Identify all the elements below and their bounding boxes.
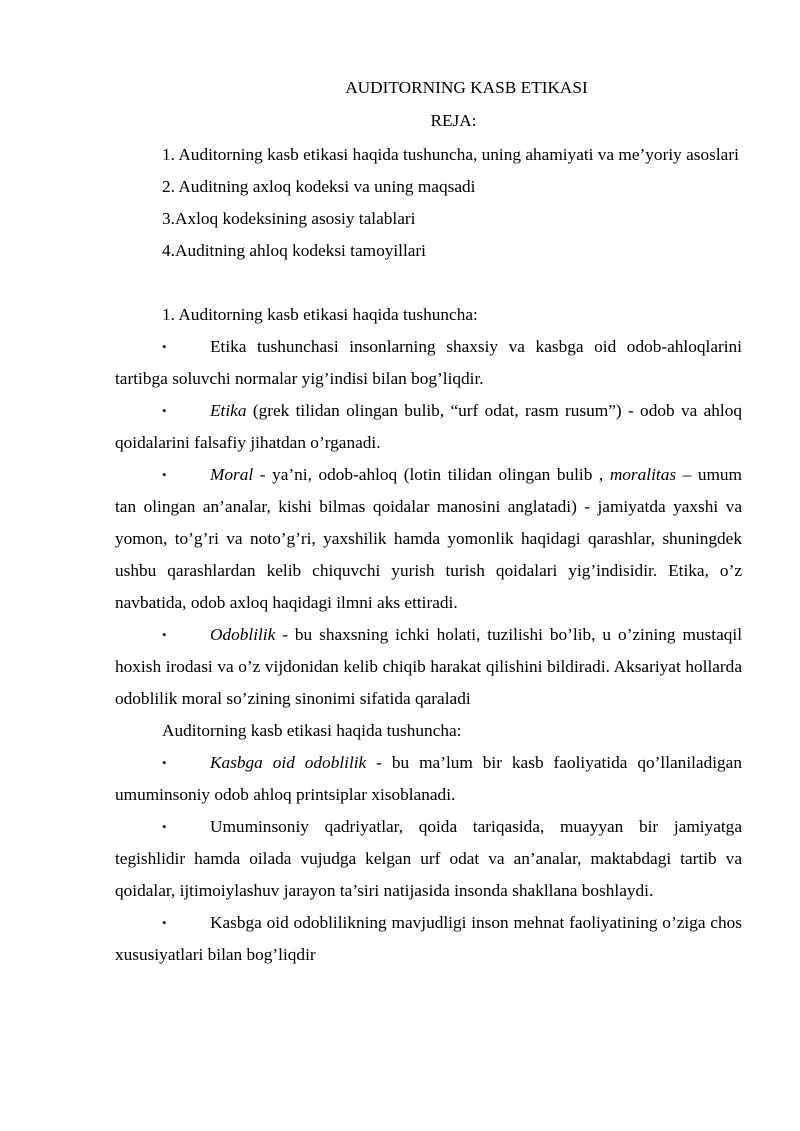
plan-item-2: 2. Auditning axloq kodeksi va uning maqsadi	[162, 177, 476, 196]
plan-item-4: 4.Auditning ahloq kodeksi tamoyillari	[162, 241, 426, 260]
bullet-text: - ya’ni, odob-ahloq (lotin tilidan olingan bulib ,	[253, 465, 610, 484]
bullet-icon: •	[162, 339, 167, 354]
bullet-item-kasbga-oid-odoblilik	[115, 747, 742, 811]
bullet-term-latin: moralitas	[609, 465, 677, 484]
bullet-item-etika	[115, 395, 742, 459]
section-2-heading: Auditorning kasb etikasi haqida tushuncha:	[162, 721, 462, 740]
bullet-icon: •	[162, 819, 167, 834]
bullet-icon: •	[162, 627, 167, 642]
bullet-text: (grek tilidan olingan bulib, “urf odat, rasm rusum”) - odob va ahloq qoidalarini falsafiy jihatdan o’rganadi.	[115, 401, 742, 452]
document-page	[115, 74, 742, 971]
bullet-text: - bu ma’lum bir kasb faoliyatida qo’llaniladigan umuminsoniy odob ahloq printsiplar xisoblanadi.	[115, 753, 742, 804]
bullet-item-etika-tushunchasi	[115, 331, 742, 395]
bullet-icon: •	[162, 403, 167, 418]
bullet-term: Kasbga oid odoblilik	[210, 753, 367, 772]
bullet-item-umuminsoniy-qadriyatlar	[115, 811, 742, 907]
plan-item-3: 3.Axloq kodeksining asosiy talablari	[162, 209, 416, 228]
bullet-term: Etika	[210, 401, 247, 420]
bullet-term: Moral	[210, 465, 254, 484]
bullet-item-mavjudligi	[115, 907, 742, 971]
bullet-icon: •	[162, 467, 167, 482]
bullet-text: Umuminsoniy qadriyatlar, qoida tariqasida, muayyan bir jamiyatga tegishlidir hamda oilada vujudga kelgan urf odat va an’analar, maktabdagi tartib va qoidalar, ijtimoiylashuv jarayon ta’siri natijasida insonda shakllana boshlaydi.	[115, 817, 742, 900]
section-1-heading: 1. Auditorning kasb etikasi haqida tushuncha:	[162, 305, 478, 324]
plan-item-1: 1. Auditorning kasb etikasi haqida tushuncha, uning ahamiyati va me’yoriy asoslari	[162, 145, 739, 164]
bullet-text: - bu shaxsning ichki holati, tuzilishi bo’lib, u o’zining mustaqil hoxish irodasi va o’z vijdonidan kelib chiqib harakat qilishini bildiradi. Aksariyat hollarda odoblilik moral so’zining sinonimi sifatida qaraladi	[115, 625, 742, 708]
bullet-item-odoblilik	[115, 619, 742, 715]
bullet-item-moral	[115, 459, 742, 619]
bullet-term: Odoblilik	[210, 625, 276, 644]
bullet-icon: •	[162, 915, 167, 930]
bullet-text: Etika tushunchasi insonlarning shaxsiy va kasbga oid odob-ahloqlarini tartibga soluvchi normalar yig’indisi bilan bog’liqdir.	[115, 337, 742, 388]
blank-line	[115, 267, 742, 299]
plan-heading: REJA:	[430, 111, 477, 130]
document-title: AUDITORNING KASB ETIKASI	[345, 78, 588, 97]
bullet-icon: •	[162, 755, 167, 770]
bullet-text-continued: – umum tan olingan an’analar, kishi bilmas qoidalar manosini anglatadi) - jamiyatda yaxshi va yomon, to’g’ri va noto’g’ri, yaxshilik hamda yomonlik haqidagi qarashlar, shuningdek ushbu qarashlardan kelib chiquvchi yurish turish qoidalari yig’indisidir. Etika, o’z navbatida, odob axloq haqidagi ilmni aks ettiradi.	[115, 465, 743, 612]
bullet-text: Kasbga oid odoblilikning mavjudligi inson mehnat faoliyatining o’ziga chos xususiyatlari bilan bog’liqdir	[115, 913, 742, 964]
